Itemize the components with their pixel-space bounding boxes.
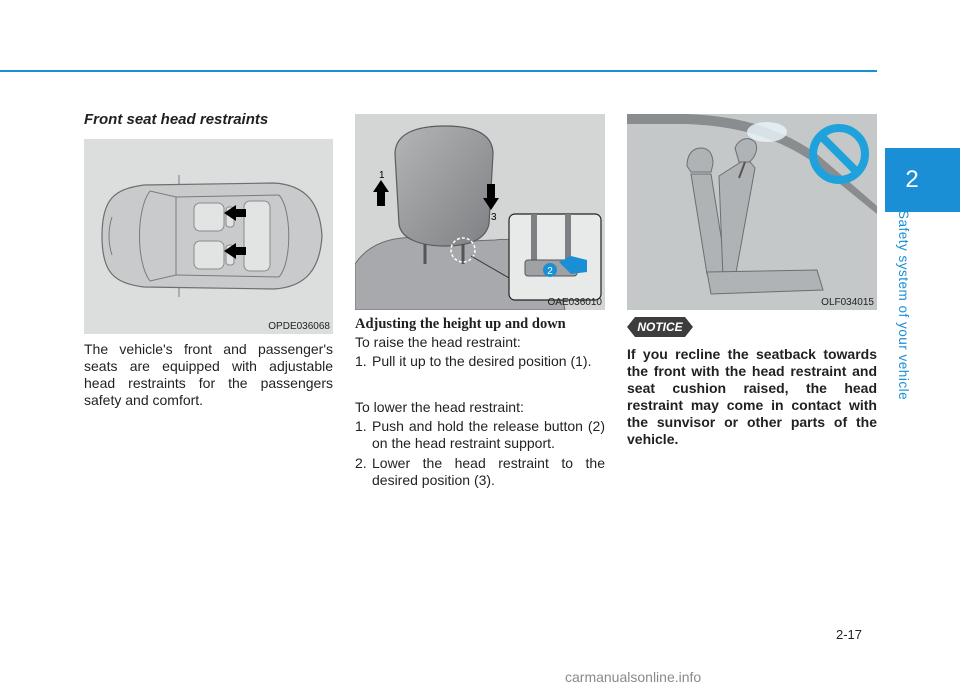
notice-text: If you recline the seatback towards the front with the head restraint and seat cushion raised, the head restraint may come in contact with the sunvisor or other parts of the vehicle. <box>627 346 877 447</box>
notice-badge <box>627 317 693 337</box>
chapter-number: 2 <box>905 166 919 193</box>
watermark: carmanualsonline.info <box>565 669 702 685</box>
figure-code: OPDE036068 <box>268 321 330 332</box>
recline-warning-figure <box>627 114 877 310</box>
figure-code: OAE036010 <box>547 297 602 308</box>
reclined-seat-prohibited-icon <box>627 114 877 310</box>
step-text: Lower the head restraint to the desired position (3). <box>372 455 605 488</box>
step-number: 2. <box>355 455 367 471</box>
step-number: 1. <box>355 418 367 434</box>
raise-intro: To raise the head restraint: <box>355 334 521 350</box>
section-title: Front seat head restraints <box>84 111 269 128</box>
lower-step-2 <box>355 455 605 489</box>
page-number: 2-17 <box>836 627 863 642</box>
label-2: 2 <box>547 266 553 277</box>
notice-label: NOTICE <box>637 320 683 334</box>
step-text: Pull it up to the desired position (1). <box>372 353 592 369</box>
label-3: 3 <box>491 212 497 223</box>
chapter-title: Safety system of your vehicle <box>896 210 911 401</box>
car-top-view-figure <box>84 139 333 334</box>
intro-paragraph: The vehicle's front and passenger's seats are equipped with adjustable head restraints for the passengers safety and comfort. <box>84 341 333 408</box>
step-number: 1. <box>355 353 367 369</box>
head-restraint-figure <box>355 114 605 310</box>
lower-step-1 <box>355 418 605 452</box>
raise-step-1 <box>355 353 605 370</box>
figure-code: OLF034015 <box>821 297 874 308</box>
head-restraint-adjustment-icon <box>355 114 605 310</box>
car-top-view-with-arrows-icon <box>84 139 333 334</box>
top-rule <box>0 70 877 72</box>
label-1: 1 <box>379 170 385 181</box>
step-text: Push and hold the release button (2) on the head restraint support. <box>372 418 605 451</box>
adjusting-heading: Adjusting the height up and down <box>355 316 566 332</box>
lower-intro: To lower the head restraint: <box>355 399 524 415</box>
